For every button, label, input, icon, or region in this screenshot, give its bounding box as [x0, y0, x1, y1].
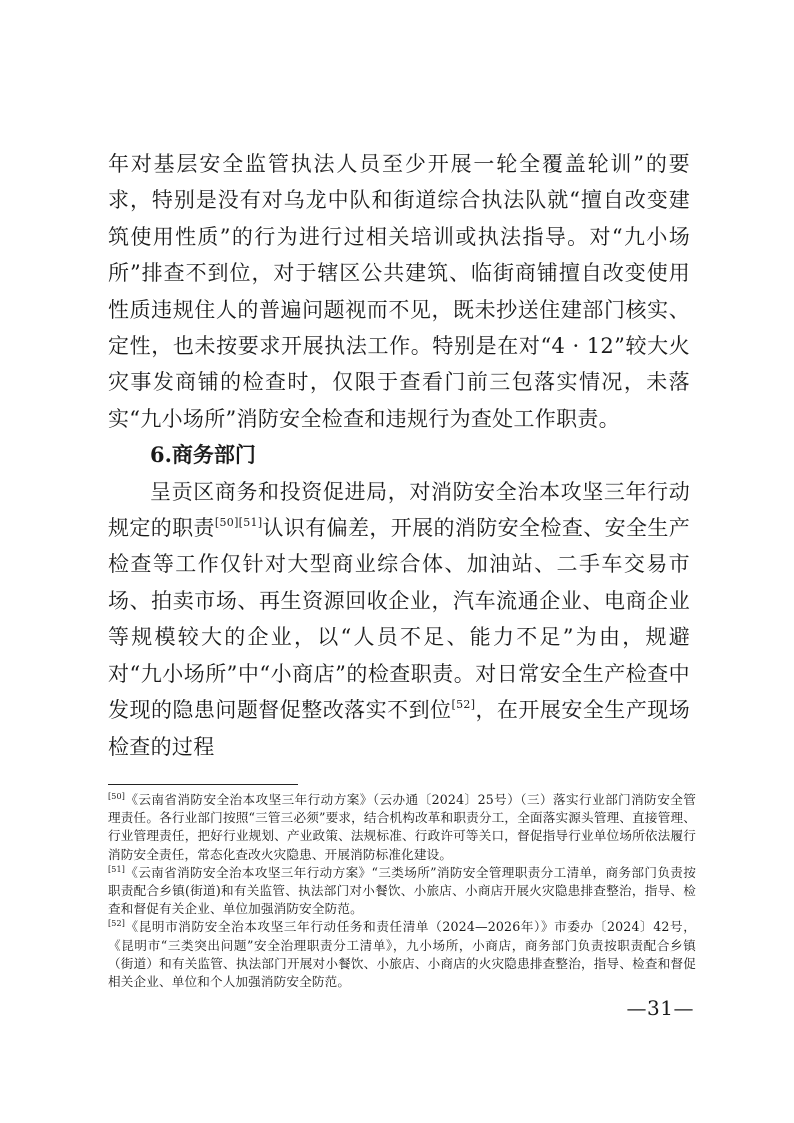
page-number: —31— — [626, 996, 694, 1020]
footnote-marker: [51] — [108, 864, 126, 874]
footnote-text: 《云南省消防安全治本攻坚三年行动方案》“三类场所”消防安全管理职责分工清单，商务部门负责按职责配合乡镇(街道)和有关监管、执法部门对小餐饮、小旅店、小商店开展火灾隐患排查整治，指导、检查和督促有关企业、单位加强消防安全防范。 — [108, 864, 696, 917]
footnote-marker: [50] — [108, 792, 126, 801]
section-heading: 6.商务部门 — [150, 442, 256, 468]
footnote-ref-52[interactable]: [52] — [451, 698, 476, 712]
footnote-51 — [108, 864, 696, 919]
footnote-marker: [52] — [108, 919, 126, 929]
footnote-text: 《云南省消防安全治本攻坚三年行动方案》（云办通〔2024〕25号）（三）落实行业部门消防安全管理责任。各行业部门按照“三管三必须”要求，结合机构改革和职责分工，全面落实源头管理、直接管理、行业管理责任，把好行业规划、产业政策、法规标准、行政许可等关口，督促指导行业单位场所依法履行消防安全责任，常态化查改火灾隐患、开展消防标准化建设。 — [108, 792, 696, 862]
footnote-52 — [108, 918, 696, 991]
paragraph-text: 呈贡区商务和投资促进局，对消防安全治本攻坚三年行动规定的职责 — [108, 479, 690, 541]
paragraph-text: ，在开展安全生产现场检查的过程 — [108, 698, 690, 759]
footnotes — [108, 791, 696, 991]
paragraph-commerce — [108, 474, 690, 765]
footnote-ref-51[interactable]: [51] — [238, 516, 263, 530]
main-text — [108, 146, 690, 765]
footnote-divider — [108, 784, 298, 785]
paragraph-continuation: 年对基层安全监管执法人员至少开展一轮全覆盖轮训”的要求，特别是没有对乌龙中队和街道综合执法队就“擅自改变建筑使用性质”的行为进行过相关培训或执法指导。对“九小场所”排查不到位，对于辖区公共建筑、临街商铺擅自改变使用性质违规住人的普遍问题视而不见，既未抄送住建部门核实、定性，也未按要求开展执法工作。特别是在对“4 · 12”较大火灾事发商铺的检查时，仅限于查看门前三包落实情况，未落实“九小场所”消防安全检查和违规行为查处工作职责。 — [108, 152, 690, 431]
footnote-text: 《昆明市消防安全治本攻坚三年行动任务和责任清单（2024—2026年）》市委办〔2024〕42号，《昆明市“三类突出问题”安全治理职责分工清单》，九小场所，小商店，商务部门负责按职责配合乡镇（街道）和有关监管、执法部门开展对小餐饮、小旅店、小商店的火灾隐患排查整治，指导、检查和督促相关企业、单位和个人加强消防安全防范。 — [108, 919, 696, 990]
paragraph-text: 认识有偏差，开展的消防安全检查、安全生产检查等工作仅针对大型商业综合体、加油站、二手车交易市场、拍卖市场、再生资源回收企业，汽车流通企业、电商企业等规模较大的企业，以“人员不足、能力不足”为由，规避对“九小场所”中“小商店”的检查职责。对日常安全生产检查中发现的隐患问题督促整改落实不到位 — [108, 516, 691, 723]
footnote-50 — [108, 791, 696, 864]
footnote-ref-50[interactable]: [50] — [214, 516, 239, 530]
